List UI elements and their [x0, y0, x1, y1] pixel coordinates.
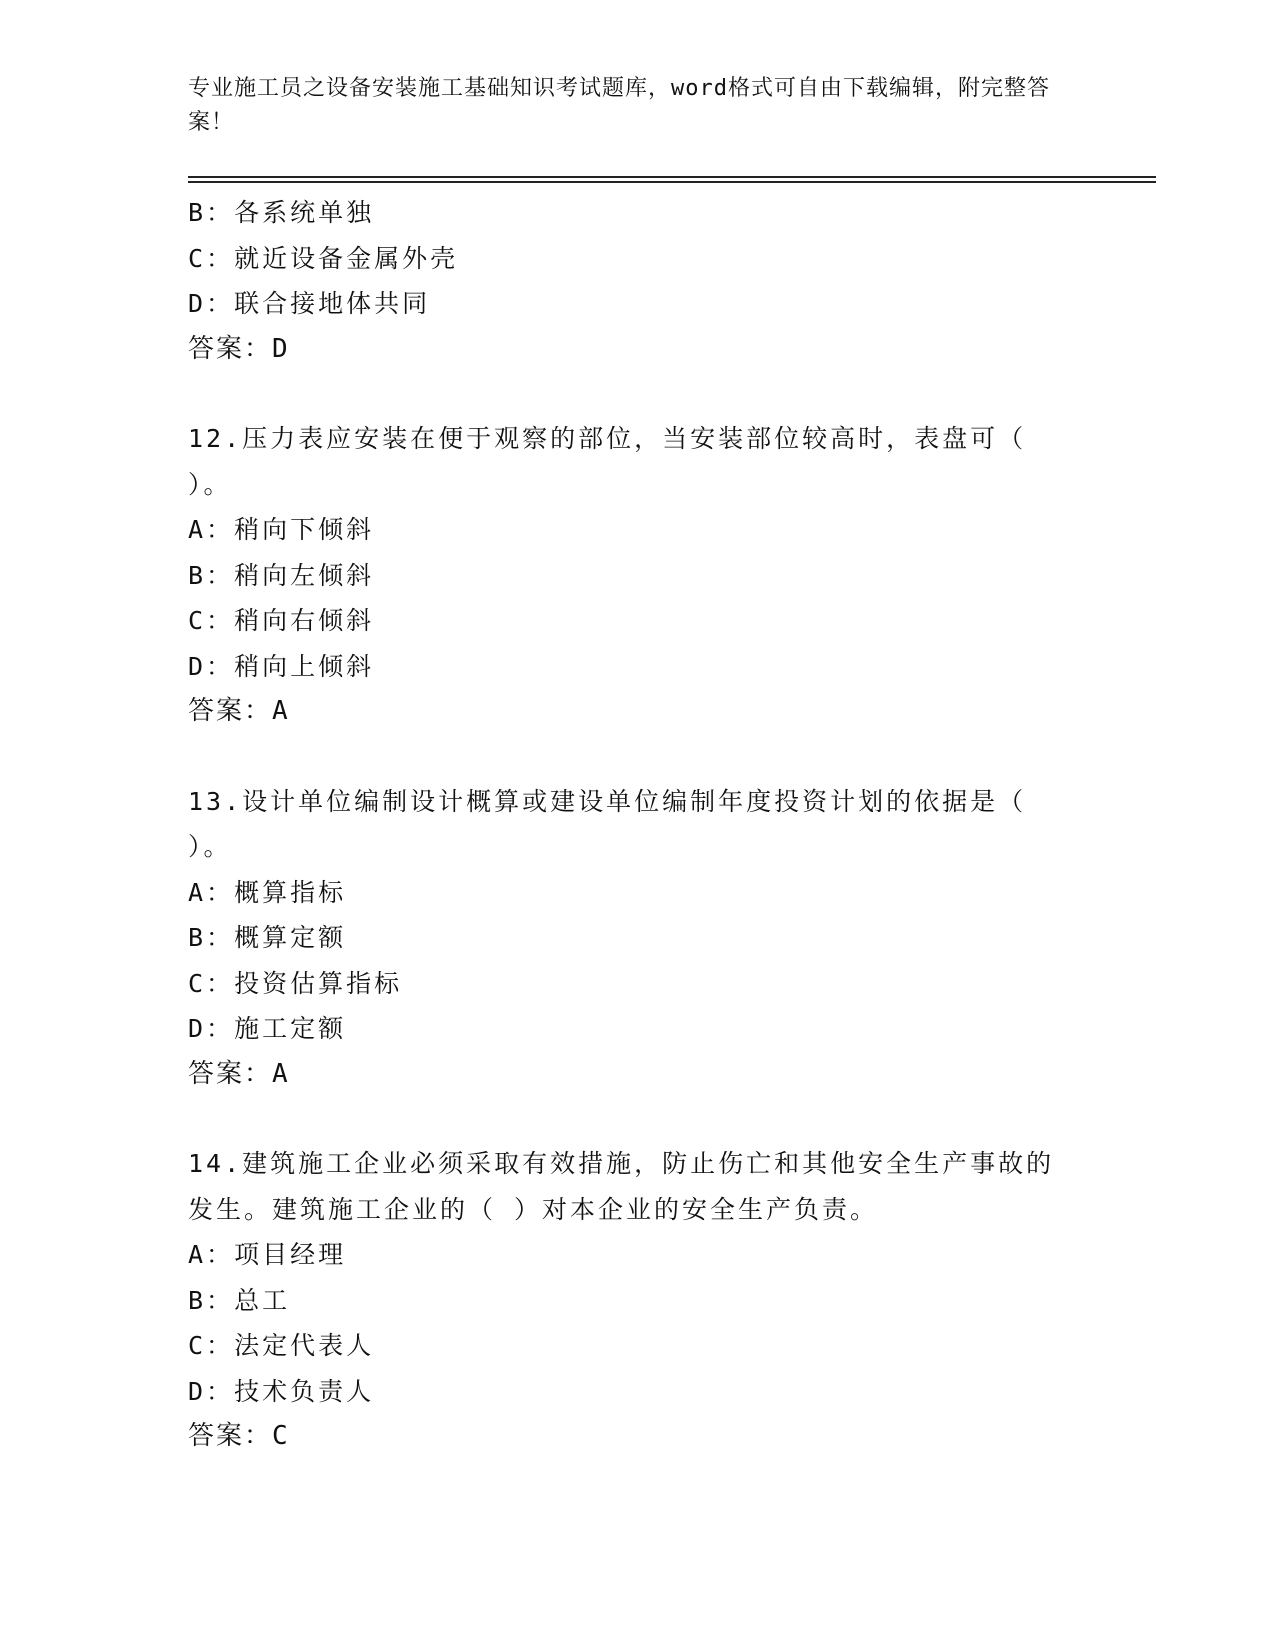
option-d	[188, 281, 1088, 327]
option-text: 稍向右倾斜	[234, 606, 375, 635]
option-letter: A：	[188, 877, 235, 907]
option-d	[188, 1369, 1088, 1415]
option-d	[188, 644, 1088, 690]
option-b	[188, 1278, 1088, 1324]
option-text: 概算定额	[234, 923, 347, 952]
answer-label: 答案：	[188, 333, 273, 364]
option-text: 总工	[234, 1285, 291, 1315]
option-b	[188, 553, 1088, 599]
question-block	[188, 779, 1088, 1098]
answer-value: A	[272, 1058, 288, 1089]
answer-value: C	[272, 1421, 288, 1451]
question-stem: 13.设计单位编制设计概算或建设单位编制年度投资计划的依据是（ ）。	[188, 786, 1027, 861]
question-block	[188, 1141, 1088, 1460]
option-text: 各系统单独	[234, 198, 375, 227]
option-letter: D：	[188, 651, 235, 681]
prev-question-block	[188, 190, 1088, 372]
option-c	[188, 236, 1088, 282]
option-letter: A：	[188, 515, 235, 544]
option-text: 稍向左倾斜	[234, 560, 375, 590]
option-text: 技术负责人	[234, 1376, 375, 1406]
option-letter: B：	[188, 198, 235, 227]
option-text: 稍向上倾斜	[234, 651, 375, 681]
answer-label: 答案：	[188, 1421, 273, 1451]
option-letter: A：	[188, 1240, 235, 1269]
option-text: 就近设备金属外壳	[234, 243, 459, 273]
option-letter: C：	[188, 1331, 235, 1360]
option-a	[188, 507, 1088, 553]
option-letter: B：	[188, 923, 235, 952]
question-stem: 12.压力表应安装在便于观察的部位，当安装部位较高时，表盘可（ ）。	[188, 424, 1027, 499]
header-divider-bottom	[188, 181, 1156, 183]
answer-line	[188, 327, 1088, 373]
option-d	[188, 1006, 1088, 1052]
option-a	[188, 1232, 1088, 1278]
question-stem: 14.建筑施工企业必须采取有效措施，防止伤亡和其他安全生产事故的发生。建筑施工企业的（ ）对本企业的安全生产负责。	[188, 1149, 1055, 1224]
option-c	[188, 598, 1088, 644]
answer-value: D	[272, 333, 288, 364]
option-a	[188, 870, 1088, 916]
option-c	[188, 961, 1088, 1007]
question-list	[188, 190, 1088, 1460]
answer-line	[188, 1414, 1088, 1460]
answer-label: 答案：	[188, 696, 273, 726]
option-letter: C：	[188, 243, 235, 273]
option-letter: D：	[188, 1376, 235, 1406]
answer-line	[188, 689, 1088, 735]
option-text: 投资估算指标	[234, 968, 403, 998]
option-b	[188, 915, 1088, 961]
header-divider-top	[188, 176, 1156, 178]
option-b	[188, 190, 1088, 236]
option-text: 法定代表人	[234, 1331, 375, 1360]
option-c	[188, 1323, 1088, 1369]
option-text: 联合接地体共同	[234, 289, 431, 318]
answer-label: 答案：	[188, 1058, 273, 1089]
option-letter: D：	[188, 289, 235, 318]
option-text: 项目经理	[234, 1240, 347, 1269]
answer-value: A	[272, 696, 288, 726]
answer-line	[188, 1052, 1088, 1098]
option-letter: B：	[188, 1285, 235, 1315]
option-text: 稍向下倾斜	[234, 515, 375, 544]
option-letter: C：	[188, 606, 235, 635]
question-block	[188, 416, 1088, 735]
option-text: 施工定额	[234, 1014, 347, 1043]
option-letter: B：	[188, 560, 235, 590]
option-letter: C：	[188, 968, 235, 998]
option-letter: D：	[188, 1014, 235, 1043]
document-header: 专业施工员之设备安装施工基础知识考试题库，word格式可自由下载编辑，附完整答案！	[188, 76, 1050, 135]
option-text: 概算指标	[234, 877, 347, 907]
